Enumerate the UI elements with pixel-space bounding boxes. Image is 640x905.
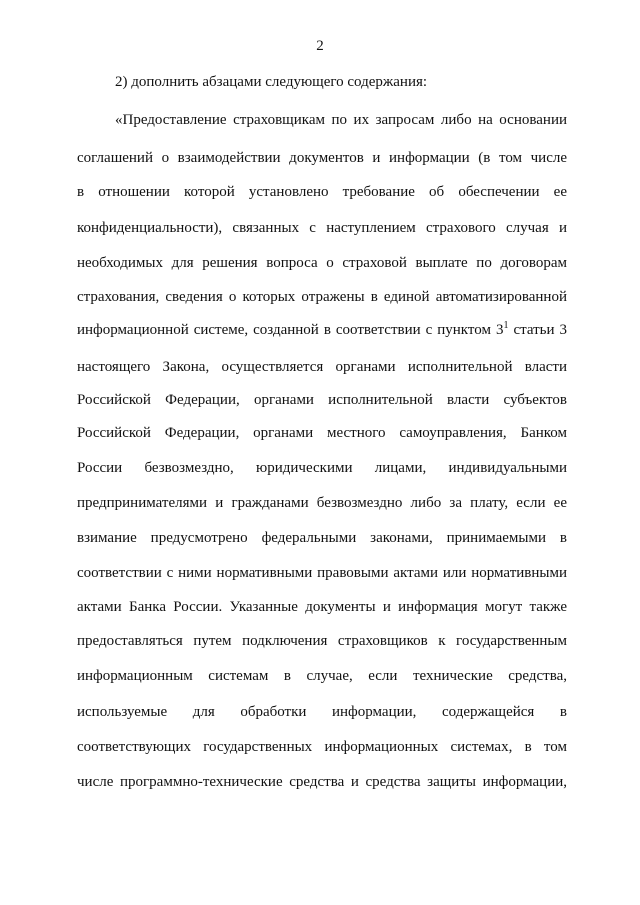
page-number: 2 [316, 38, 324, 54]
paragraph-line: актами Банка России. Указанные документы и информация могут также [77, 599, 567, 615]
paragraph-line: Российской Федерации, органами местного самоуправления, Банком [77, 425, 567, 441]
paragraph-line: страхования, сведения о которых отражены в единой автоматизированной [77, 289, 567, 305]
paragraph-line: соответствии с ними нормативными правовыми актами или нормативными [77, 565, 567, 581]
paragraph-line-intro: 2) дополнить абзацами следующего содержания: [115, 74, 428, 90]
paragraph-line-with-superscript [77, 321, 567, 339]
paragraph-line: соглашений о взаимодействии документов и информации (в том числе [77, 150, 567, 166]
paragraph-line: предпринимателями и гражданами безвозмездно либо за плату, если ее [77, 495, 567, 511]
paragraph-line: числе программно-технические средства и средства защиты информации, [77, 774, 567, 790]
line-text-tail: статьи 3 [513, 322, 568, 338]
paragraph-line: «Предоставление страховщикам по их запросам либо на основании [115, 112, 567, 128]
paragraph-line: взимание предусмотрено федеральными законами, принимаемыми в [77, 530, 567, 546]
paragraph-line: Российской Федерации, органами исполнительной власти субъектов [77, 392, 567, 408]
paragraph-line: в отношении которой установлено требование об обеспечении ее [77, 184, 567, 200]
paragraph-line: конфиденциальности), связанных с наступлением страхового случая и [77, 220, 567, 236]
paragraph-line: настоящего Закона, осуществляется органами исполнительной власти [77, 359, 567, 375]
paragraph-line: необходимых для решения вопроса о страховой выплате по договорам [77, 255, 567, 271]
paragraph-line: соответствующих государственных информационных системах, в том [77, 739, 567, 755]
paragraph-line: России безвозмездно, юридическими лицами, индивидуальными [77, 460, 567, 476]
line-text: информационной системе, созданной в соответствии с пунктом 3 [77, 322, 504, 338]
superscript: 1 [503, 320, 509, 331]
paragraph-line: используемые для обработки информации, содержащейся в [77, 704, 567, 720]
paragraph-line: предоставляться путем подключения страховщиков к государственным [77, 633, 567, 649]
paragraph-line: информационным системам в случае, если технические средства, [77, 668, 567, 684]
